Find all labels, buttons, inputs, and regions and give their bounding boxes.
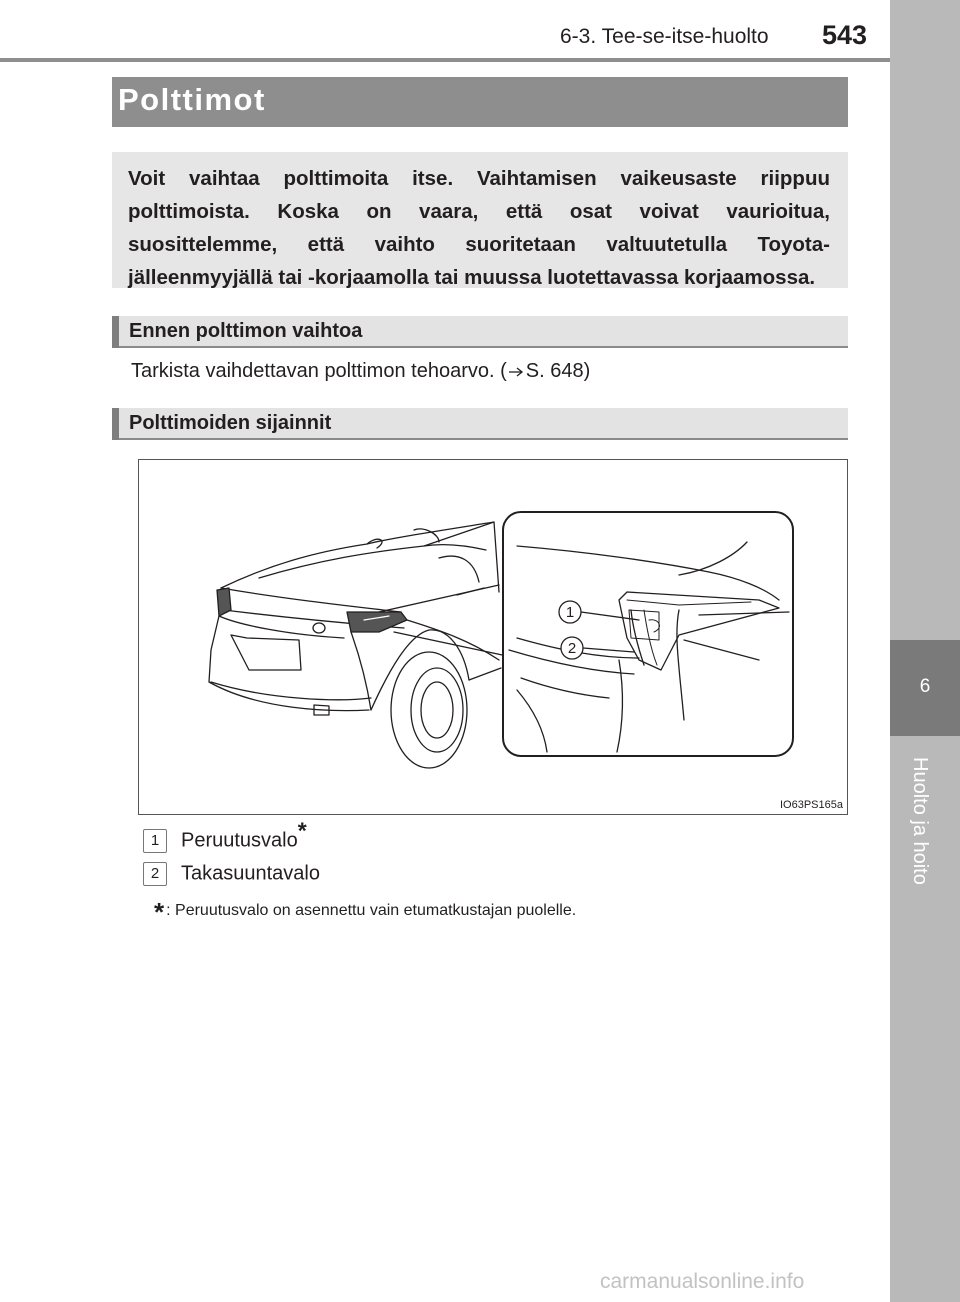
legend-label: Takasuuntavalo [181, 862, 320, 885]
legend-item [143, 862, 320, 886]
instruction-text: Tarkista vaihdettavan polttimon tehoarvo. ( [131, 360, 507, 382]
section-bar [112, 316, 119, 348]
figure-code: IO63PS165a [780, 799, 843, 811]
header-rule [0, 58, 960, 62]
footnote-text: : Peruutusvalo on asennettu vain etumatkustajan puolelle. [166, 902, 577, 919]
intro-box [112, 152, 848, 288]
asterisk-mark: * [297, 817, 307, 844]
chapter-label: Huolto ja hoito [909, 757, 931, 885]
legend-item [143, 817, 307, 853]
section-heading-locations [112, 408, 848, 440]
chapter-number: 6 [919, 676, 931, 697]
intro-text: Voit vaihtaa polttimoita itse. Vaihtamisen vaikeusaste riippuu polttimoista. Koska on vaara, että osat voivat vaurioitua, suosittelemme, että vaihto suoritetaan valtuutetulla Toyota-jälleenmyyjällä tai -korjaamolla tai muussa luotettavassa korjaamossa. [128, 167, 830, 289]
car-rear-illustration [139, 460, 847, 814]
section-bar [112, 408, 119, 440]
watermark: carmanualsonline.info [600, 1270, 805, 1293]
callout-2: 2 [567, 640, 577, 657]
page-reference-link[interactable]: S. 648) [525, 360, 591, 382]
section-heading-text: Ennen polttimon vaihtoa [129, 320, 363, 342]
legend-label: Peruutusvalo [181, 829, 298, 852]
section-heading-text: Polttimoiden sijainnit [129, 412, 332, 434]
page-number: 543 [822, 20, 868, 50]
legend-number: 2 [143, 862, 167, 886]
footnote [154, 897, 577, 927]
callout-1: 1 [565, 604, 575, 621]
footnote-mark: * [154, 897, 165, 927]
section-heading-before [112, 316, 848, 348]
page-title: Polttimot [118, 82, 266, 117]
wattage-instruction [131, 360, 590, 383]
bulb-location-figure [138, 459, 848, 815]
running-header-section: 6-3. Tee-se-itse-huolto [560, 25, 769, 48]
right-arrow-icon [508, 366, 524, 378]
legend-number: 1 [143, 829, 167, 853]
